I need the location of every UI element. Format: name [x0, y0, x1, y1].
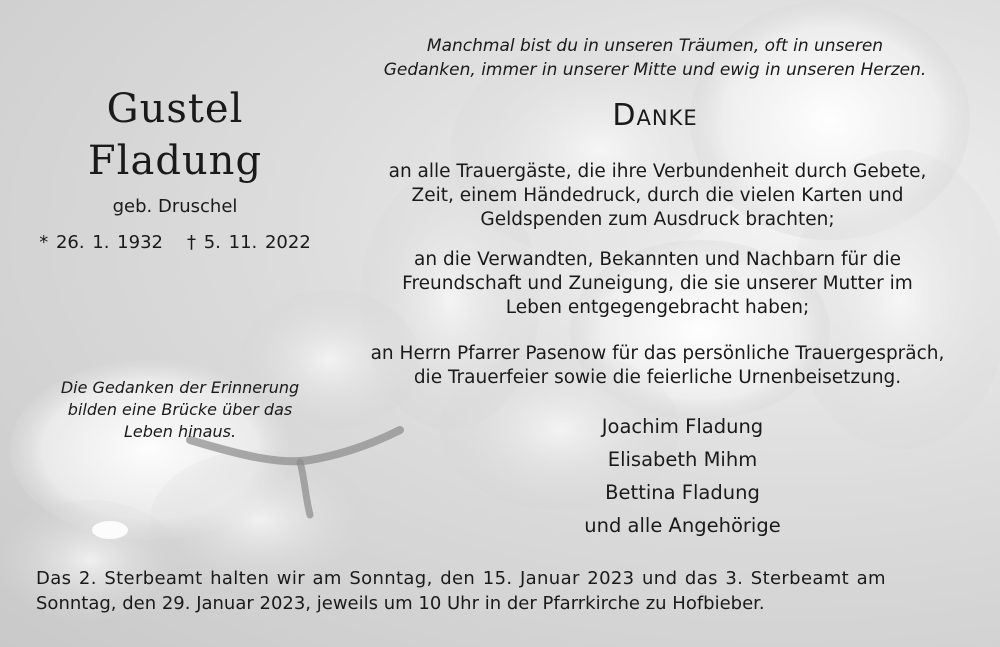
paragraph-line: Freundschaft und Zuneigung, die sie unserer Mutter im: [402, 273, 913, 294]
announcement-line: Sonntag, den 29. Januar 2023, jeweils um 10 Uhr in der Pfarrkirche zu Hofbieber.: [36, 593, 765, 614]
deceased-first-name: Gustel: [106, 86, 244, 132]
motto: [330, 34, 980, 82]
thanks-heading: Danke: [612, 98, 698, 133]
quote-line: bilden eine Brücke über das: [67, 400, 293, 419]
death-date: † 5. 11. 2022: [187, 232, 311, 253]
memorial-quote: [30, 377, 330, 443]
paragraph-line: Geldspenden zum Ausdruck brachten;: [480, 209, 835, 230]
paragraph-line: die Trauerfeier sowie die feierliche Urnenbeisetzung.: [413, 367, 902, 388]
orchid-bud: [92, 521, 128, 539]
paragraph-line: an alle Trauergäste, die ihre Verbundenheit durch Gebete,: [388, 161, 927, 182]
quote-line: Die Gedanken der Erinnerung: [60, 378, 300, 397]
quote-line: Leben hinaus.: [123, 422, 237, 441]
motto-line: Gedanken, immer in unserer Mitte und ewig in unseren Herzen.: [383, 60, 927, 80]
announcement-line: Das 2. Sterbeamt halten wir am Sonntag, den 15. Januar 2023 und das 3. Sterbeamt am: [36, 568, 886, 589]
paragraph-line: an Herrn Pfarrer Pasenow für das persönliche Trauergespräch,: [370, 343, 945, 364]
thanks-paragraph: [345, 248, 970, 320]
motto-line: Manchmal bist du in unseren Träumen, oft in unseren: [426, 36, 884, 56]
service-announcement: [36, 566, 966, 616]
life-dates: [20, 232, 330, 253]
paragraph-line: an die Verwandten, Bekannten und Nachbarn für die: [414, 249, 901, 270]
birth-date: * 26. 1. 1932: [39, 232, 163, 253]
signatory: und alle Angehörige: [584, 514, 781, 537]
deceased-last-name: Fladung: [87, 138, 263, 184]
signatory: Joachim Fladung: [601, 415, 764, 438]
thanks-paragraph: [345, 342, 970, 390]
signatory: Bettina Fladung: [605, 481, 760, 504]
signatory: Elisabeth Mihm: [607, 448, 758, 471]
maiden-name: geb. Druschel: [112, 196, 238, 217]
paragraph-line: Leben entgegengebracht haben;: [505, 297, 810, 318]
signatories: [520, 410, 845, 542]
paragraph-line: Zeit, einem Händedruck, durch die vielen Karten und: [411, 185, 904, 206]
thanks-paragraph: [345, 160, 970, 232]
